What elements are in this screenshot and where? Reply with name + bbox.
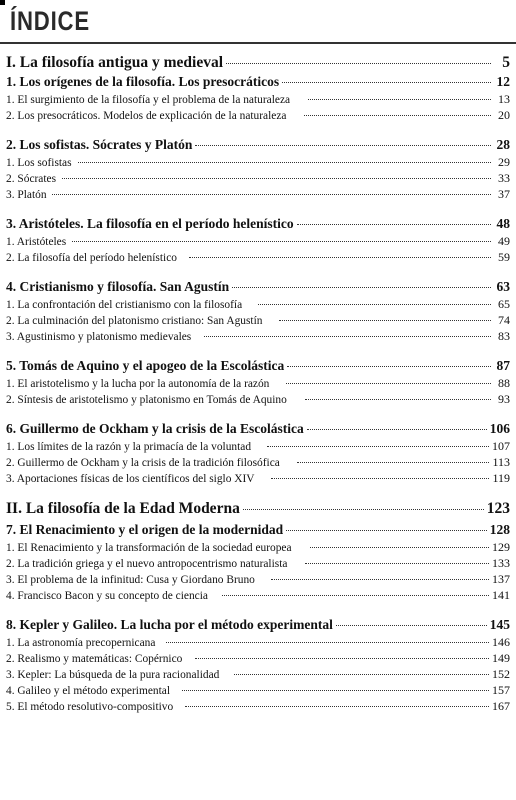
page-number: 20	[498, 108, 510, 122]
dot-leader	[271, 578, 489, 580]
toc-item-title: 4. Francisco Bacon y su concepto de ciencia	[6, 588, 208, 602]
toc-item[interactable]	[6, 233, 510, 249]
toc-chapter-title: 6. Guillermo de Ockham y la crisis de la Escolástica	[6, 421, 304, 436]
page-number: 49	[498, 234, 510, 248]
page-number: 123	[486, 500, 510, 517]
toc-item[interactable]	[6, 470, 510, 486]
toc-item[interactable]	[6, 634, 510, 650]
page-number: 65	[498, 297, 510, 311]
toc-item-title: 1. La confrontación del cristianismo con la filosofía	[6, 297, 243, 311]
dot-leader	[305, 398, 491, 400]
dot-leader	[222, 594, 489, 596]
page-number: 88	[498, 376, 510, 390]
toc-part-title: I. La filosofía antigua y medieval	[6, 54, 224, 71]
toc-item-title: 2. La tradición griega y el nuevo antropocentrismo naturalista	[6, 556, 288, 570]
dot-leader	[287, 365, 491, 367]
page-number: 5	[502, 54, 510, 71]
toc-item[interactable]	[6, 454, 510, 470]
page-number: 129	[492, 540, 510, 554]
page-number: 33	[498, 171, 510, 185]
toc-item-title: 2. Guillermo de Ockham y la crisis de la tradición filosófica	[6, 455, 280, 469]
corner-mark	[0, 0, 5, 5]
page-number: 48	[496, 216, 510, 231]
page-number: 128	[489, 522, 510, 537]
dot-leader	[336, 624, 487, 626]
dot-leader	[282, 81, 491, 83]
dot-leader	[279, 319, 491, 321]
toc-item-title: 5. El método resolutivo-compositivo	[6, 699, 174, 713]
page-number: 13	[498, 92, 510, 106]
dot-leader	[72, 240, 491, 242]
toc-item-title: 3. El problema de la infinitud: Cusa y Giordano Bruno	[6, 572, 255, 586]
toc-chapter[interactable]	[6, 137, 510, 153]
page-number: 28	[496, 137, 510, 152]
title-rule	[0, 42, 516, 44]
toc-chapter-title: 2. Los sofistas. Sócrates y Platón	[6, 137, 193, 152]
toc-item-title: 4. Galileo y el método experimental	[6, 683, 170, 697]
toc-chapter-title: 5. Tomás de Aquino y el apogeo de la Escolástica	[6, 358, 285, 373]
page-number: 107	[492, 439, 510, 453]
toc-item[interactable]	[6, 571, 510, 587]
toc-item[interactable]	[6, 154, 510, 170]
page-number: 93	[498, 392, 510, 406]
toc-item-title: 3. Kepler: La búsqueda de la pura racionalidad	[6, 667, 220, 681]
page-number: 87	[496, 358, 510, 373]
dot-leader	[258, 303, 491, 305]
toc-chapter[interactable]	[6, 421, 510, 437]
toc-chapter-title: 8. Kepler y Galileo. La lucha por el método experimental	[6, 617, 333, 632]
toc-chapter-title: 1. Los orígenes de la filosofía. Los presocráticos	[6, 74, 280, 89]
page-number: 12	[496, 74, 510, 89]
toc-item-title: 2. La culminación del platonismo cristiano: San Agustín	[6, 313, 263, 327]
page-number: 37	[498, 187, 510, 201]
dot-leader	[189, 256, 491, 258]
page-number: 141	[492, 588, 510, 602]
toc-item[interactable]	[6, 107, 510, 123]
toc-item[interactable]	[6, 249, 510, 265]
page-number: 106	[489, 421, 510, 436]
toc-item[interactable]	[6, 555, 510, 571]
dot-leader	[52, 193, 491, 195]
toc-item[interactable]	[6, 666, 510, 682]
toc-item[interactable]	[6, 650, 510, 666]
dot-leader	[267, 445, 489, 447]
page-number: 63	[496, 279, 510, 294]
toc-chapter[interactable]	[6, 522, 510, 538]
dot-leader	[185, 705, 489, 707]
dot-leader	[195, 657, 489, 659]
dot-leader	[204, 335, 491, 337]
toc-chapter-title: 7. El Renacimiento y el origen de la modernidad	[6, 522, 284, 537]
page-number: 152	[492, 667, 510, 681]
page-number: 157	[492, 683, 510, 697]
dot-leader	[297, 461, 489, 463]
toc-item-title: 2. Sócrates	[6, 171, 57, 185]
toc-chapter[interactable]	[6, 358, 510, 374]
dot-leader	[307, 428, 487, 430]
toc-chapter[interactable]	[6, 216, 510, 232]
dot-leader	[166, 641, 489, 643]
toc-item[interactable]	[6, 391, 510, 407]
dot-leader	[297, 223, 491, 225]
dot-leader	[304, 114, 491, 116]
dot-leader	[226, 62, 491, 64]
page-number: 29	[498, 155, 510, 169]
dot-leader	[232, 286, 491, 288]
dot-leader	[286, 382, 491, 384]
toc-item[interactable]	[6, 91, 510, 107]
toc-item-title: 1. Los sofistas	[6, 155, 72, 169]
toc-item-title: 1. Aristóteles	[6, 234, 67, 248]
toc-item-title: 3. Platón	[6, 187, 47, 201]
toc-item-title: 2. Los presocráticos. Modelos de explicación de la naturaleza	[6, 108, 287, 122]
toc-chapter[interactable]	[6, 279, 510, 295]
dot-leader	[243, 508, 484, 510]
toc-part-title: II. La filosofía de la Edad Moderna	[6, 500, 240, 517]
dot-leader	[286, 529, 487, 531]
table-of-contents	[6, 54, 510, 714]
toc-item[interactable]	[6, 375, 510, 391]
toc-part[interactable]	[6, 500, 510, 518]
toc-item[interactable]	[6, 587, 510, 603]
toc-item-title: 2. Realismo y matemáticas: Copérnico	[6, 651, 183, 665]
toc-item[interactable]	[6, 312, 510, 328]
toc-item[interactable]	[6, 186, 510, 202]
toc-item-title: 1. La astronomía precopernicana	[6, 635, 156, 649]
dot-leader	[234, 673, 489, 675]
toc-item-title: 1. El aristotelismo y la lucha por la autonomía de la razón	[6, 376, 270, 390]
toc-item-title: 1. Los límites de la razón y la primacía de la voluntad	[6, 439, 252, 453]
toc-chapter-title: 3. Aristóteles. La filosofía en el período helenístico	[6, 216, 294, 231]
toc-item-title: 2. Síntesis de aristotelismo y platonismo en Tomás de Aquino	[6, 392, 287, 406]
dot-leader	[271, 477, 490, 479]
page-number: 119	[492, 471, 510, 485]
page-number: 74	[498, 313, 510, 327]
toc-item[interactable]	[6, 328, 510, 344]
dot-leader	[78, 161, 491, 163]
toc-item[interactable]	[6, 296, 510, 312]
toc-item-title: 2. La filosofía del período helenístico	[6, 250, 177, 264]
dot-leader	[62, 177, 491, 179]
toc-item-title: 1. El Renacimiento y la transformación de la sociedad europea	[6, 540, 292, 554]
dot-leader	[182, 689, 489, 691]
toc-chapter[interactable]	[6, 617, 510, 633]
dot-leader	[195, 144, 491, 146]
page-number: 149	[492, 651, 510, 665]
page-number: 113	[492, 455, 510, 469]
page-number: 59	[498, 250, 510, 264]
page-number: 133	[492, 556, 510, 570]
page-number: 83	[498, 329, 510, 343]
toc-part[interactable]	[6, 54, 510, 72]
toc-item-title: 3. Agustinismo y platonismo medievales	[6, 329, 192, 343]
toc-chapter[interactable]	[6, 74, 510, 90]
toc-item[interactable]	[6, 438, 510, 454]
page-number: 146	[492, 635, 510, 649]
dot-leader	[310, 546, 489, 548]
toc-chapter-title: 4. Cristianismo y filosofía. San Agustín	[6, 279, 230, 294]
page-number: 145	[489, 617, 510, 632]
page-number: 137	[492, 572, 510, 586]
toc-item-title: 3. Aportaciones físicas de los científicos del siglo XIV	[6, 471, 255, 485]
page-title: ÍNDICE	[10, 6, 90, 36]
toc-item[interactable]	[6, 682, 510, 698]
toc-item-title: 1. El surgimiento de la filosofía y el problema de la naturaleza	[6, 92, 291, 106]
toc-item[interactable]	[6, 698, 510, 714]
dot-leader	[308, 98, 491, 100]
toc-item[interactable]	[6, 539, 510, 555]
toc-item[interactable]	[6, 170, 510, 186]
dot-leader	[305, 562, 489, 564]
page-number: 167	[492, 699, 510, 713]
